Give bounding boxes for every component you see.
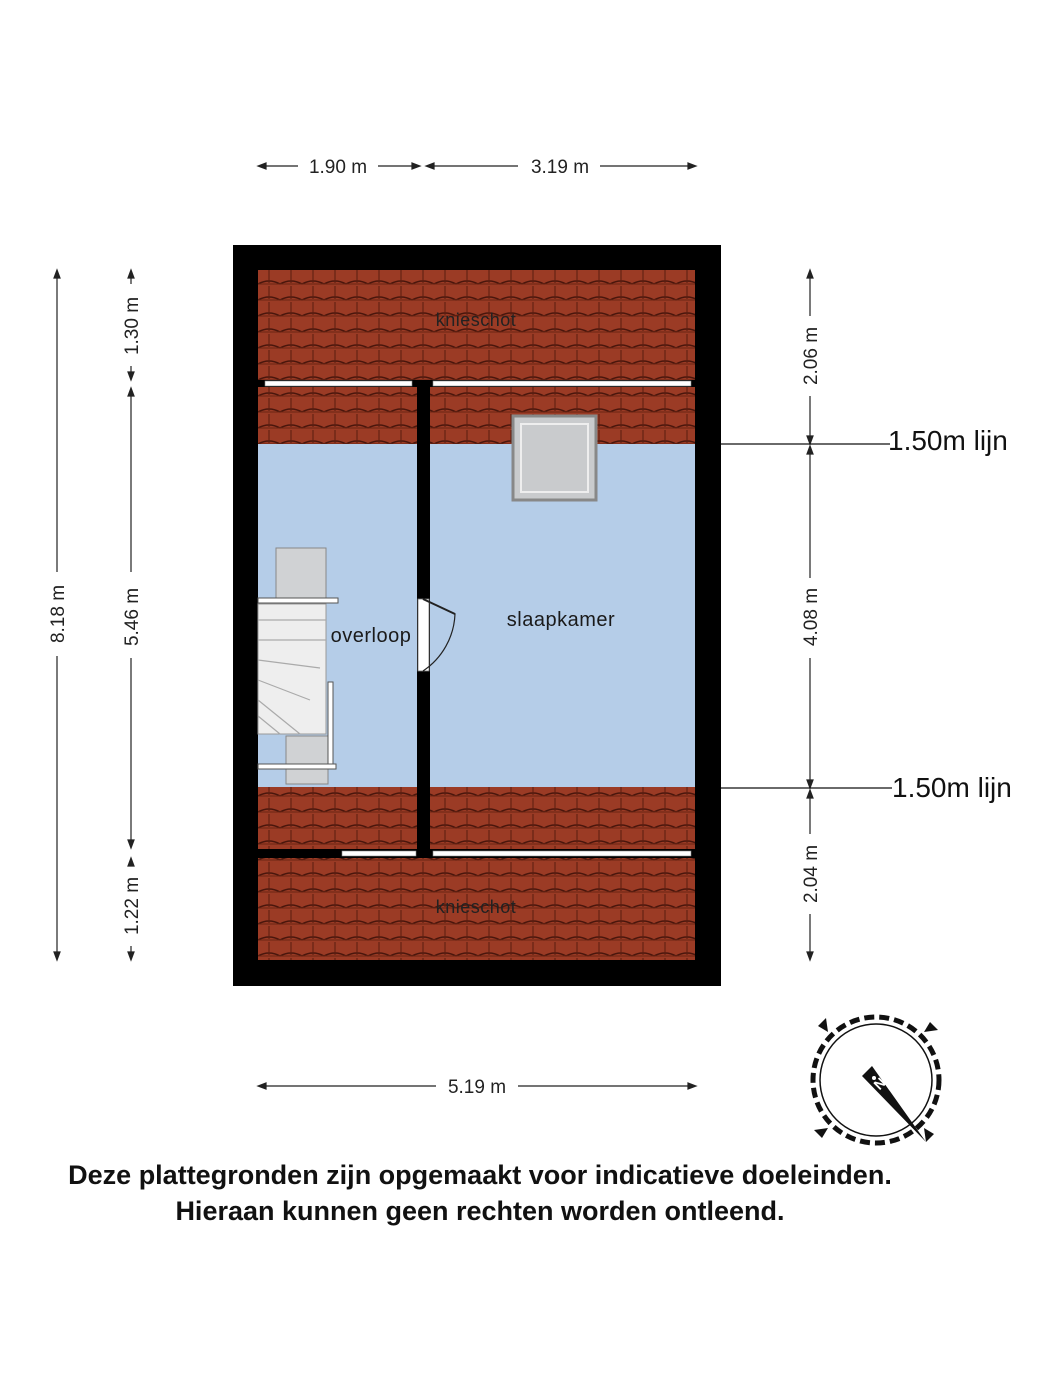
- dim-bottom-label: 5.19 m: [447, 1077, 507, 1098]
- knieschot-top-label: knieschot: [435, 310, 517, 330]
- dim-top-right: 3.19 m: [530, 157, 590, 178]
- roof-lower-right: [430, 787, 695, 849]
- dim-top-left: 1.90 m: [308, 157, 368, 178]
- dim-left-total: 8.18 m: [48, 584, 69, 644]
- central-wall-bottom: [417, 671, 430, 858]
- dim-right-middle: 4.08 m: [801, 587, 822, 647]
- disclaimer-line-1: Deze plattegronden zijn opgemaakt voor indicatieve doeleinden.: [68, 1160, 892, 1190]
- disclaimer-line-2: Hieraan kunnen geen rechten worden ontleend.: [175, 1196, 785, 1226]
- dim-right-top: 2.06 m: [801, 326, 822, 386]
- dim-left-middle: 5.46 m: [122, 587, 143, 647]
- slaapkamer-label: slaapkamer: [506, 609, 616, 631]
- central-wall-top: [417, 380, 430, 599]
- compass-letter: N: [870, 1074, 889, 1093]
- dim-left-bottom: 1.22 m: [122, 876, 143, 936]
- overloop-label: overloop: [330, 625, 412, 647]
- lijn-lower-label: 1.50m lijn: [892, 772, 1012, 803]
- roof-upper-left: [258, 387, 417, 444]
- skylight: [513, 416, 596, 500]
- dim-right-bottom: 2.04 m: [801, 844, 822, 904]
- compass-icon: [813, 1017, 939, 1143]
- roof-lower-left: [258, 787, 417, 849]
- dim-left-top: 1.30 m: [122, 296, 143, 356]
- knieschot-bottom-label: knieschot: [435, 897, 517, 917]
- lijn-upper-label: 1.50m lijn: [888, 425, 1008, 456]
